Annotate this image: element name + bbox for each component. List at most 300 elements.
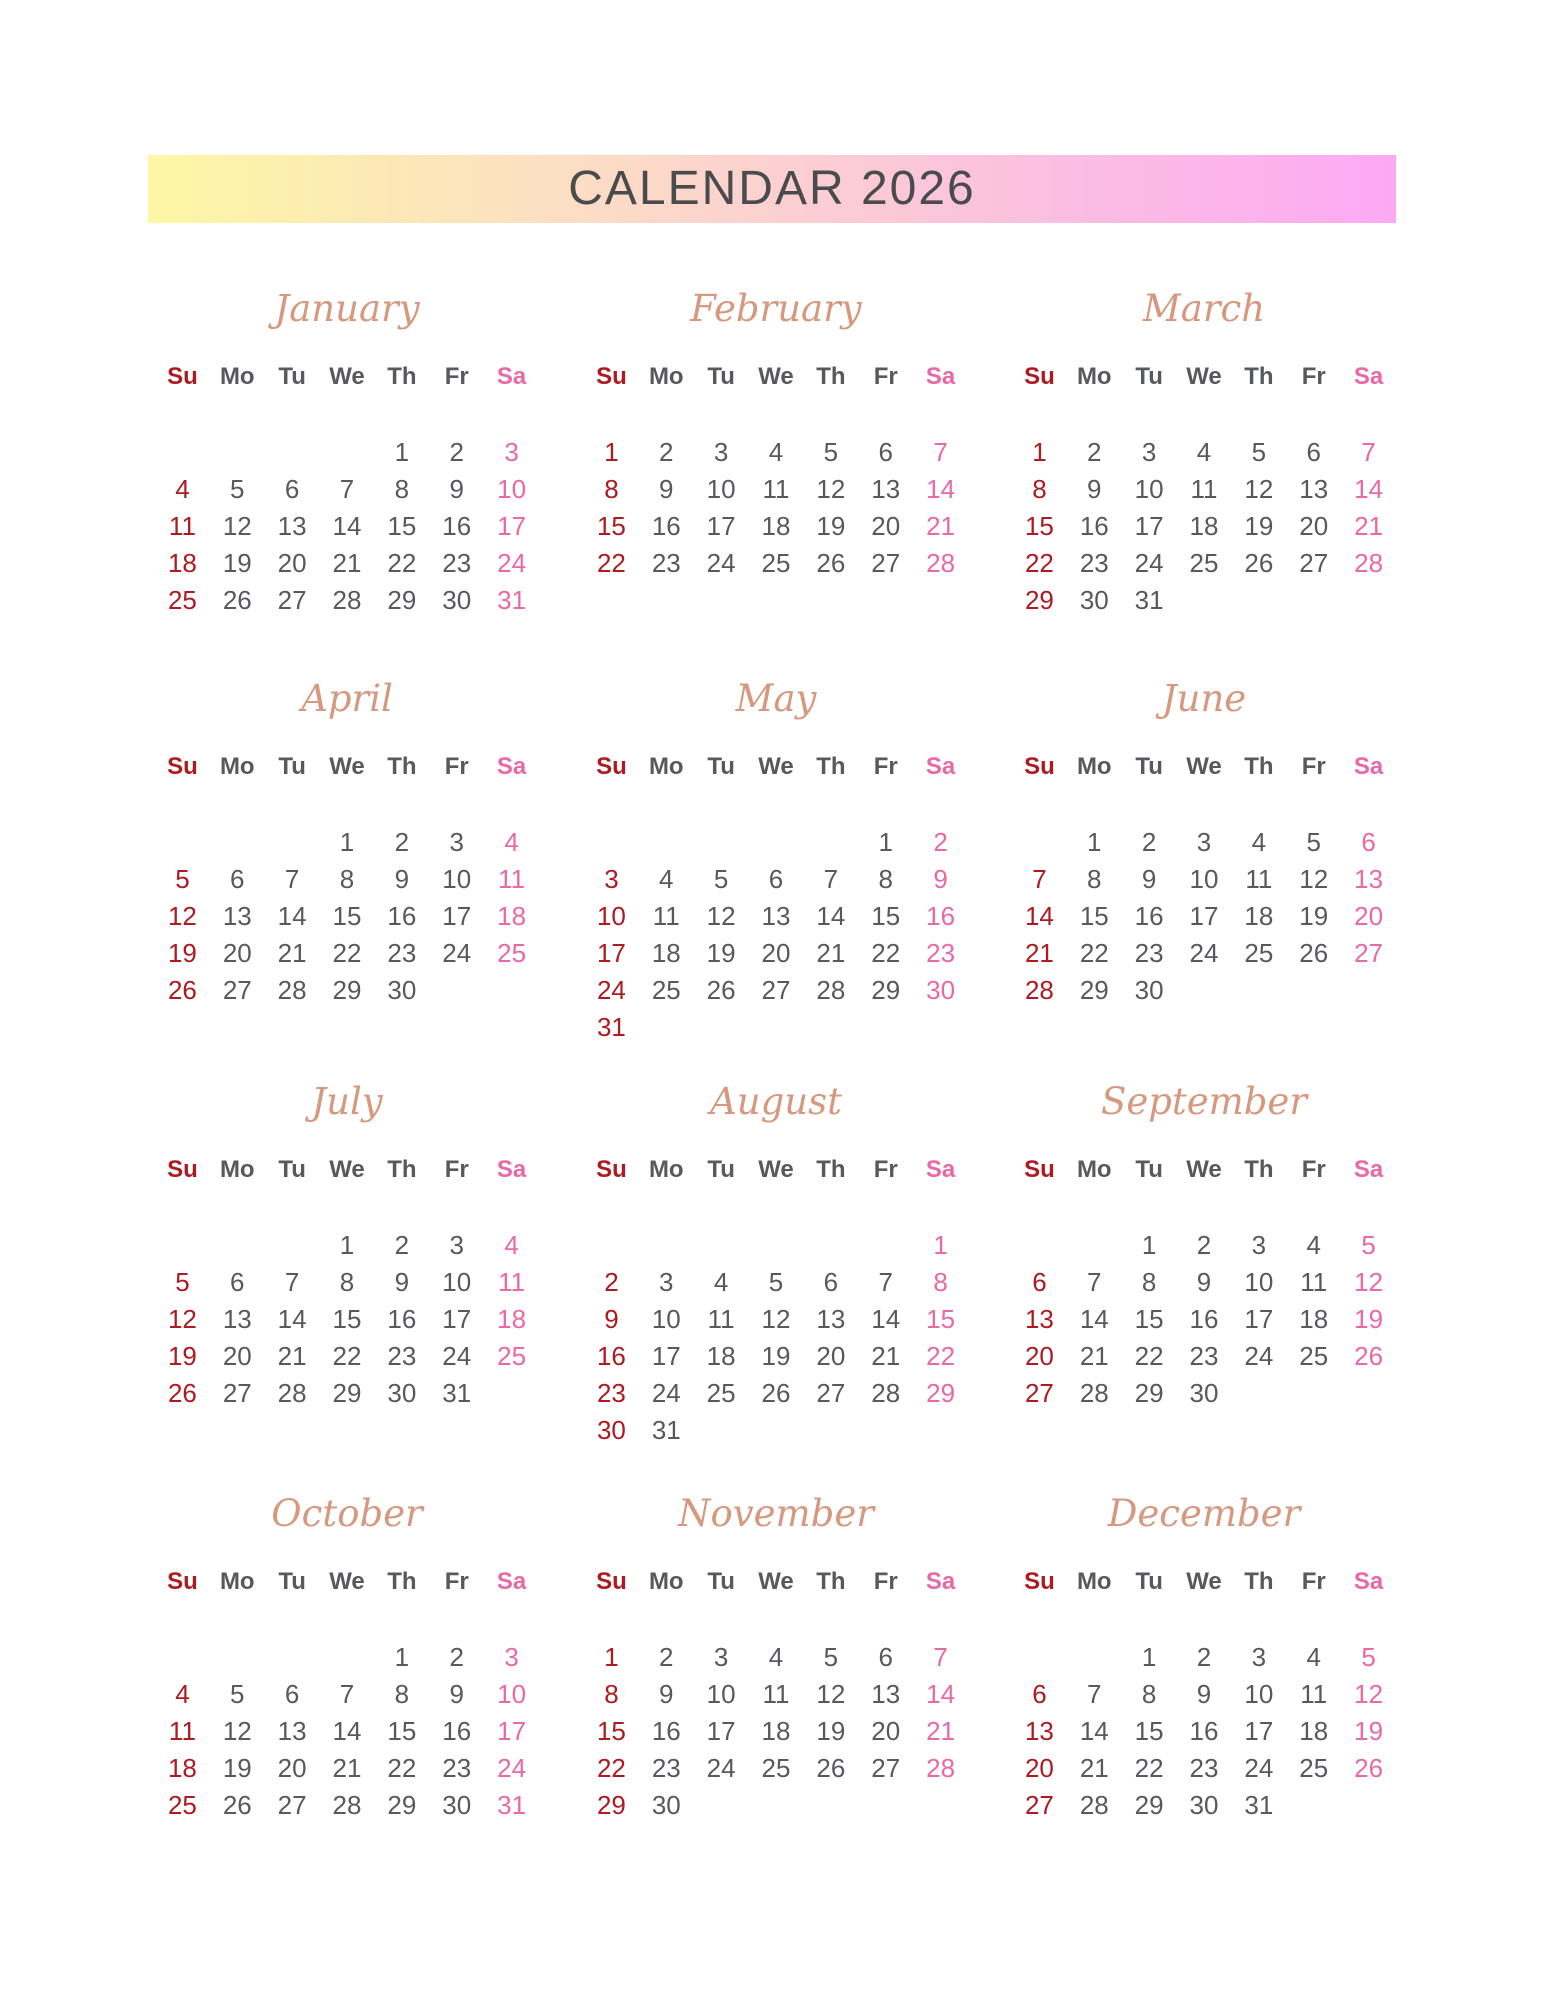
date-cell: 23	[596, 1377, 626, 1408]
date-cell: 23	[1134, 937, 1164, 968]
date-cell: 23	[1189, 1340, 1219, 1371]
day-header-sa: Sa	[1353, 1568, 1384, 1595]
day-header-th: Th	[1244, 753, 1274, 780]
date-cell: 1	[604, 1641, 619, 1672]
date-cell: 12	[222, 1715, 252, 1746]
date-cell: 9	[659, 1678, 674, 1709]
date-cell: 30	[1079, 584, 1109, 615]
empty-cell	[694, 1008, 749, 1045]
date-cell: 18	[497, 900, 527, 931]
empty-cell	[803, 1411, 858, 1448]
date-cell: 6	[1361, 826, 1376, 857]
month-title: September	[1100, 1080, 1308, 1123]
day-header-fr: Fr	[1301, 1568, 1326, 1595]
date-cell: 1	[339, 1229, 355, 1260]
date-cell: 11	[1190, 473, 1218, 504]
day-header-th: Th	[1244, 363, 1274, 390]
date-cell: 8	[339, 863, 355, 894]
date-cell: 29	[332, 1377, 362, 1408]
date-cell: 4	[1306, 1229, 1321, 1260]
date-cell: 10	[596, 900, 626, 931]
date-cell: 3	[504, 436, 519, 467]
date-cell: 6	[230, 863, 245, 894]
weekday-header-row	[155, 1158, 539, 1182]
empty-cell	[1341, 1374, 1396, 1411]
date-cell: 6	[1032, 1266, 1047, 1297]
date-cell: 24	[596, 974, 626, 1005]
date-cell: 10	[442, 863, 472, 894]
date-cell: 19	[761, 1340, 791, 1371]
month-november	[584, 1490, 968, 1880]
date-cell: 20	[871, 1715, 901, 1746]
day-header-sa: Sa	[925, 753, 956, 780]
date-cell: 18	[167, 547, 197, 578]
date-cell: 6	[284, 1678, 300, 1709]
date-cell: 2	[1196, 1641, 1212, 1672]
date-cell: 11	[652, 900, 680, 931]
date-cell: 12	[167, 1303, 197, 1334]
date-cell: 8	[1032, 473, 1047, 504]
date-cell: 29	[596, 1789, 626, 1820]
day-header-su: Su	[167, 1568, 198, 1595]
empty-cell	[749, 1226, 804, 1263]
date-cell: 28	[277, 974, 307, 1005]
date-cell: 22	[926, 1340, 956, 1371]
date-cell: 29	[1134, 1377, 1164, 1408]
date-cell: 15	[596, 1715, 626, 1746]
day-header-mo: Mo	[648, 1568, 684, 1595]
day-header-mo: Mo	[648, 1156, 684, 1183]
date-cell: 25	[497, 937, 527, 968]
date-cell: 21	[277, 1340, 307, 1371]
day-header-tu: Tu	[278, 753, 306, 780]
date-cell: 19	[222, 547, 252, 578]
month-title: December	[1107, 1492, 1301, 1535]
day-header-tu: Tu	[707, 1156, 735, 1183]
date-cell: 11	[762, 1678, 790, 1709]
day-header-sa: Sa	[496, 1156, 527, 1183]
date-cell: 21	[277, 937, 307, 968]
date-cell: 20	[1354, 900, 1384, 931]
day-header-tu: Tu	[1135, 1156, 1163, 1183]
empty-cell	[155, 1638, 210, 1675]
date-cell: 9	[1141, 863, 1157, 894]
date-cell: 22	[1079, 937, 1109, 968]
empty-cell	[858, 1786, 913, 1823]
date-cell: 19	[816, 510, 846, 541]
date-cell: 1	[339, 826, 355, 857]
date-cell: 28	[332, 584, 362, 615]
date-cell: 25	[706, 1377, 736, 1408]
date-cell: 30	[387, 974, 417, 1005]
dates-grid	[584, 433, 968, 581]
date-cell: 9	[449, 473, 464, 504]
date-cell: 7	[1032, 863, 1047, 894]
date-cell: 10	[1134, 473, 1164, 504]
date-cell: 24	[1244, 1752, 1274, 1783]
date-cell: 14	[332, 510, 362, 541]
date-cell: 14	[1079, 1303, 1109, 1334]
date-cell: 16	[596, 1340, 626, 1371]
date-cell: 12	[816, 1678, 846, 1709]
empty-cell	[1286, 1374, 1341, 1411]
date-cell: 2	[1141, 826, 1157, 857]
date-cell: 15	[1024, 510, 1054, 541]
date-cell: 25	[167, 584, 197, 615]
month-may	[584, 675, 968, 1065]
day-header-we: We	[329, 1156, 365, 1183]
date-cell: 18	[761, 1715, 791, 1746]
date-cell: 18	[651, 937, 681, 968]
date-cell: 21	[1024, 937, 1054, 968]
date-cell: 16	[1189, 1715, 1219, 1746]
day-header-we: We	[329, 753, 365, 780]
date-cell: 10	[442, 1266, 472, 1297]
day-header-mo: Mo	[219, 1156, 255, 1183]
date-cell: 3	[1196, 826, 1212, 857]
month-february	[584, 285, 968, 675]
empty-cell	[1231, 581, 1286, 618]
date-cell: 8	[1087, 863, 1102, 894]
date-cell: 5	[1251, 436, 1267, 467]
date-cell: 18	[706, 1340, 736, 1371]
day-header-sa: Sa	[496, 1568, 527, 1595]
day-header-mo: Mo	[1076, 753, 1112, 780]
date-cell: 20	[1024, 1340, 1054, 1371]
date-cell: 23	[387, 937, 417, 968]
date-cell: 28	[277, 1377, 307, 1408]
date-cell: 12	[761, 1303, 791, 1334]
date-cell: 29	[1079, 974, 1109, 1005]
date-cell: 5	[175, 863, 190, 894]
date-cell: 7	[1361, 436, 1376, 467]
date-cell: 14	[277, 900, 307, 931]
date-cell: 13	[871, 1678, 901, 1709]
date-cell: 6	[284, 473, 300, 504]
date-cell: 3	[713, 1641, 729, 1672]
month-title: January	[274, 287, 420, 330]
empty-cell	[803, 1008, 858, 1045]
date-cell: 6	[230, 1266, 245, 1297]
day-header-su: Su	[596, 1568, 627, 1595]
date-cell: 5	[1361, 1229, 1376, 1260]
month-title: October	[271, 1492, 423, 1535]
date-cell: 2	[659, 1641, 674, 1672]
empty-cell	[155, 1226, 210, 1263]
day-header-su: Su	[1024, 1156, 1055, 1183]
date-cell: 24	[442, 937, 472, 968]
date-cell: 2	[604, 1266, 619, 1297]
date-cell: 9	[394, 1266, 410, 1297]
empty-cell	[1177, 581, 1232, 618]
month-january	[155, 285, 539, 675]
date-cell: 17	[442, 1303, 472, 1334]
date-cell: 21	[1079, 1340, 1109, 1371]
date-cell: 4	[768, 1641, 784, 1672]
date-cell: 8	[1141, 1678, 1157, 1709]
dates-grid	[155, 823, 539, 1008]
day-header-tu: Tu	[707, 753, 735, 780]
month-title: February	[690, 287, 862, 330]
date-cell: 3	[713, 436, 729, 467]
date-cell: 20	[222, 1340, 252, 1371]
date-cell: 28	[816, 974, 846, 1005]
month-title: May	[735, 677, 817, 720]
empty-cell	[1067, 1226, 1122, 1263]
date-cell: 26	[761, 1377, 791, 1408]
date-cell: 19	[706, 937, 736, 968]
date-cell: 21	[926, 510, 956, 541]
empty-cell	[584, 1226, 639, 1263]
date-cell: 11	[707, 1303, 735, 1334]
day-header-th: Th	[1244, 1568, 1274, 1595]
date-cell: 7	[339, 473, 355, 504]
date-cell: 28	[1354, 547, 1384, 578]
date-cell: 19	[1299, 900, 1329, 931]
date-cell: 17	[497, 510, 527, 541]
empty-cell	[484, 971, 539, 1008]
date-cell: 13	[1024, 1303, 1054, 1334]
date-cell: 26	[167, 974, 197, 1005]
date-cell: 28	[1079, 1377, 1109, 1408]
date-cell: 22	[332, 1340, 362, 1371]
empty-cell	[913, 1786, 968, 1823]
empty-cell	[320, 1638, 375, 1675]
empty-cell	[803, 823, 858, 860]
date-cell: 17	[1134, 510, 1164, 541]
date-cell: 17	[1244, 1715, 1274, 1746]
date-cell: 25	[651, 974, 681, 1005]
day-header-tu: Tu	[278, 1156, 306, 1183]
date-cell: 15	[1079, 900, 1109, 931]
date-cell: 12	[1354, 1678, 1384, 1709]
date-cell: 19	[1354, 1715, 1384, 1746]
empty-cell	[1231, 1374, 1286, 1411]
weekday-header-row	[155, 1570, 539, 1594]
date-cell: 8	[339, 1266, 355, 1297]
date-cell: 11	[1300, 1266, 1328, 1297]
weekday-header-row	[584, 1570, 968, 1594]
day-header-sa: Sa	[925, 1156, 956, 1183]
date-cell: 19	[167, 1340, 197, 1371]
date-cell: 25	[1299, 1752, 1329, 1783]
day-header-sa: Sa	[925, 1568, 956, 1595]
date-cell: 21	[816, 937, 846, 968]
day-header-mo: Mo	[1076, 1156, 1112, 1183]
date-cell: 22	[596, 547, 626, 578]
day-header-fr: Fr	[444, 1156, 469, 1183]
date-cell: 13	[277, 510, 307, 541]
month-july	[155, 1078, 539, 1468]
empty-cell	[1286, 1786, 1341, 1823]
date-cell: 3	[1251, 1641, 1267, 1672]
date-cell: 23	[926, 937, 956, 968]
date-cell: 30	[1134, 974, 1164, 1005]
date-cell: 4	[504, 826, 519, 857]
date-cell: 24	[1189, 937, 1219, 968]
weekday-header-row	[584, 1158, 968, 1182]
date-cell: 5	[713, 863, 729, 894]
month-march	[1012, 285, 1396, 675]
empty-cell	[584, 823, 639, 860]
empty-cell	[1012, 823, 1067, 860]
date-cell: 11	[168, 1715, 196, 1746]
day-header-mo: Mo	[1076, 363, 1112, 390]
date-cell: 4	[504, 1229, 519, 1260]
date-cell: 16	[442, 1715, 472, 1746]
empty-cell	[749, 1786, 804, 1823]
date-cell: 25	[497, 1340, 527, 1371]
date-cell: 22	[387, 1752, 417, 1783]
date-cell: 16	[651, 510, 681, 541]
date-cell: 9	[604, 1303, 619, 1334]
day-header-tu: Tu	[1135, 1568, 1163, 1595]
date-cell: 9	[1196, 1266, 1212, 1297]
date-cell: 8	[604, 473, 619, 504]
date-cell: 19	[816, 1715, 846, 1746]
dates-grid	[584, 1226, 968, 1448]
date-cell: 2	[449, 436, 464, 467]
date-cell: 4	[713, 1266, 729, 1297]
date-cell: 26	[706, 974, 736, 1005]
date-cell: 23	[387, 1340, 417, 1371]
day-header-tu: Tu	[1135, 753, 1163, 780]
date-cell: 17	[596, 937, 626, 968]
date-cell: 27	[871, 547, 901, 578]
month-title: August	[710, 1080, 842, 1123]
date-cell: 14	[926, 473, 956, 504]
date-cell: 24	[442, 1340, 472, 1371]
empty-cell	[320, 433, 375, 470]
date-cell: 26	[816, 1752, 846, 1783]
date-cell: 15	[332, 1303, 362, 1334]
day-header-su: Su	[596, 1156, 627, 1183]
date-cell: 18	[1189, 510, 1219, 541]
empty-cell	[1012, 1226, 1067, 1263]
date-cell: 2	[933, 826, 948, 857]
empty-cell	[1341, 971, 1396, 1008]
date-cell: 30	[1189, 1789, 1219, 1820]
date-cell: 3	[449, 1229, 464, 1260]
date-cell: 13	[1354, 863, 1384, 894]
weekday-header-row	[1012, 1158, 1396, 1182]
date-cell: 31	[442, 1377, 472, 1408]
date-cell: 22	[1134, 1752, 1164, 1783]
month-title: November	[678, 1492, 874, 1535]
dates-grid	[1012, 1226, 1396, 1411]
date-cell: 16	[926, 900, 956, 931]
date-cell: 17	[706, 510, 736, 541]
date-cell: 7	[339, 1678, 355, 1709]
date-cell: 27	[222, 1377, 252, 1408]
day-header-fr: Fr	[873, 1156, 898, 1183]
date-cell: 18	[1299, 1303, 1329, 1334]
empty-cell	[484, 1374, 539, 1411]
date-cell: 7	[284, 1266, 300, 1297]
day-header-mo: Mo	[1076, 1568, 1112, 1595]
day-header-mo: Mo	[648, 753, 684, 780]
month-june	[1012, 675, 1396, 1065]
dates-grid	[155, 433, 539, 618]
day-header-sa: Sa	[1353, 363, 1384, 390]
date-cell: 14	[332, 1715, 362, 1746]
date-cell: 20	[761, 937, 791, 968]
date-cell: 5	[823, 436, 839, 467]
date-cell: 30	[596, 1414, 626, 1445]
date-cell: 11	[1245, 863, 1273, 894]
dates-grid	[1012, 823, 1396, 1008]
date-cell: 21	[1354, 510, 1384, 541]
date-cell: 22	[332, 937, 362, 968]
day-header-fr: Fr	[1301, 1156, 1326, 1183]
empty-cell	[749, 823, 804, 860]
empty-cell	[803, 1226, 858, 1263]
date-cell: 9	[449, 1678, 464, 1709]
weekday-header-row	[1012, 365, 1396, 389]
date-cell: 20	[277, 1752, 307, 1783]
date-cell: 13	[871, 473, 901, 504]
date-cell: 22	[1134, 1340, 1164, 1371]
date-cell: 15	[1134, 1303, 1164, 1334]
date-cell: 6	[823, 1266, 839, 1297]
date-cell: 26	[167, 1377, 197, 1408]
empty-cell	[858, 1226, 913, 1263]
date-cell: 26	[1354, 1340, 1384, 1371]
date-cell: 10	[651, 1303, 681, 1334]
empty-cell	[694, 823, 749, 860]
date-cell: 13	[277, 1715, 307, 1746]
date-cell: 18	[1244, 900, 1274, 931]
day-header-fr: Fr	[873, 753, 898, 780]
date-cell: 20	[816, 1340, 846, 1371]
month-december	[1012, 1490, 1396, 1880]
date-cell: 6	[1032, 1678, 1047, 1709]
date-cell: 3	[1141, 436, 1157, 467]
date-cell: 31	[497, 1789, 527, 1820]
date-cell: 7	[933, 1641, 948, 1672]
empty-cell	[694, 1786, 749, 1823]
date-cell: 17	[1244, 1303, 1274, 1334]
date-cell: 29	[1024, 584, 1054, 615]
date-cell: 27	[1354, 937, 1384, 968]
date-cell: 13	[1024, 1715, 1054, 1746]
date-cell: 15	[387, 1715, 417, 1746]
date-cell: 7	[1087, 1266, 1102, 1297]
date-cell: 1	[933, 1229, 948, 1260]
date-cell: 23	[651, 547, 681, 578]
date-cell: 8	[394, 1678, 410, 1709]
date-cell: 11	[498, 863, 526, 894]
day-header-fr: Fr	[873, 363, 898, 390]
day-header-tu: Tu	[1135, 363, 1163, 390]
weekday-header-row	[584, 365, 968, 389]
empty-cell	[694, 1411, 749, 1448]
date-cell: 8	[933, 1266, 948, 1297]
day-header-su: Su	[167, 363, 198, 390]
day-header-fr: Fr	[1301, 363, 1326, 390]
day-header-mo: Mo	[219, 753, 255, 780]
day-header-we: We	[758, 363, 794, 390]
date-cell: 24	[497, 547, 527, 578]
date-cell: 19	[1244, 510, 1274, 541]
date-cell: 6	[878, 436, 893, 467]
month-title: April	[301, 677, 393, 720]
date-cell: 27	[1024, 1377, 1054, 1408]
date-cell: 14	[277, 1303, 307, 1334]
date-cell: 9	[1196, 1678, 1212, 1709]
month-august	[584, 1078, 968, 1468]
empty-cell	[1231, 971, 1286, 1008]
